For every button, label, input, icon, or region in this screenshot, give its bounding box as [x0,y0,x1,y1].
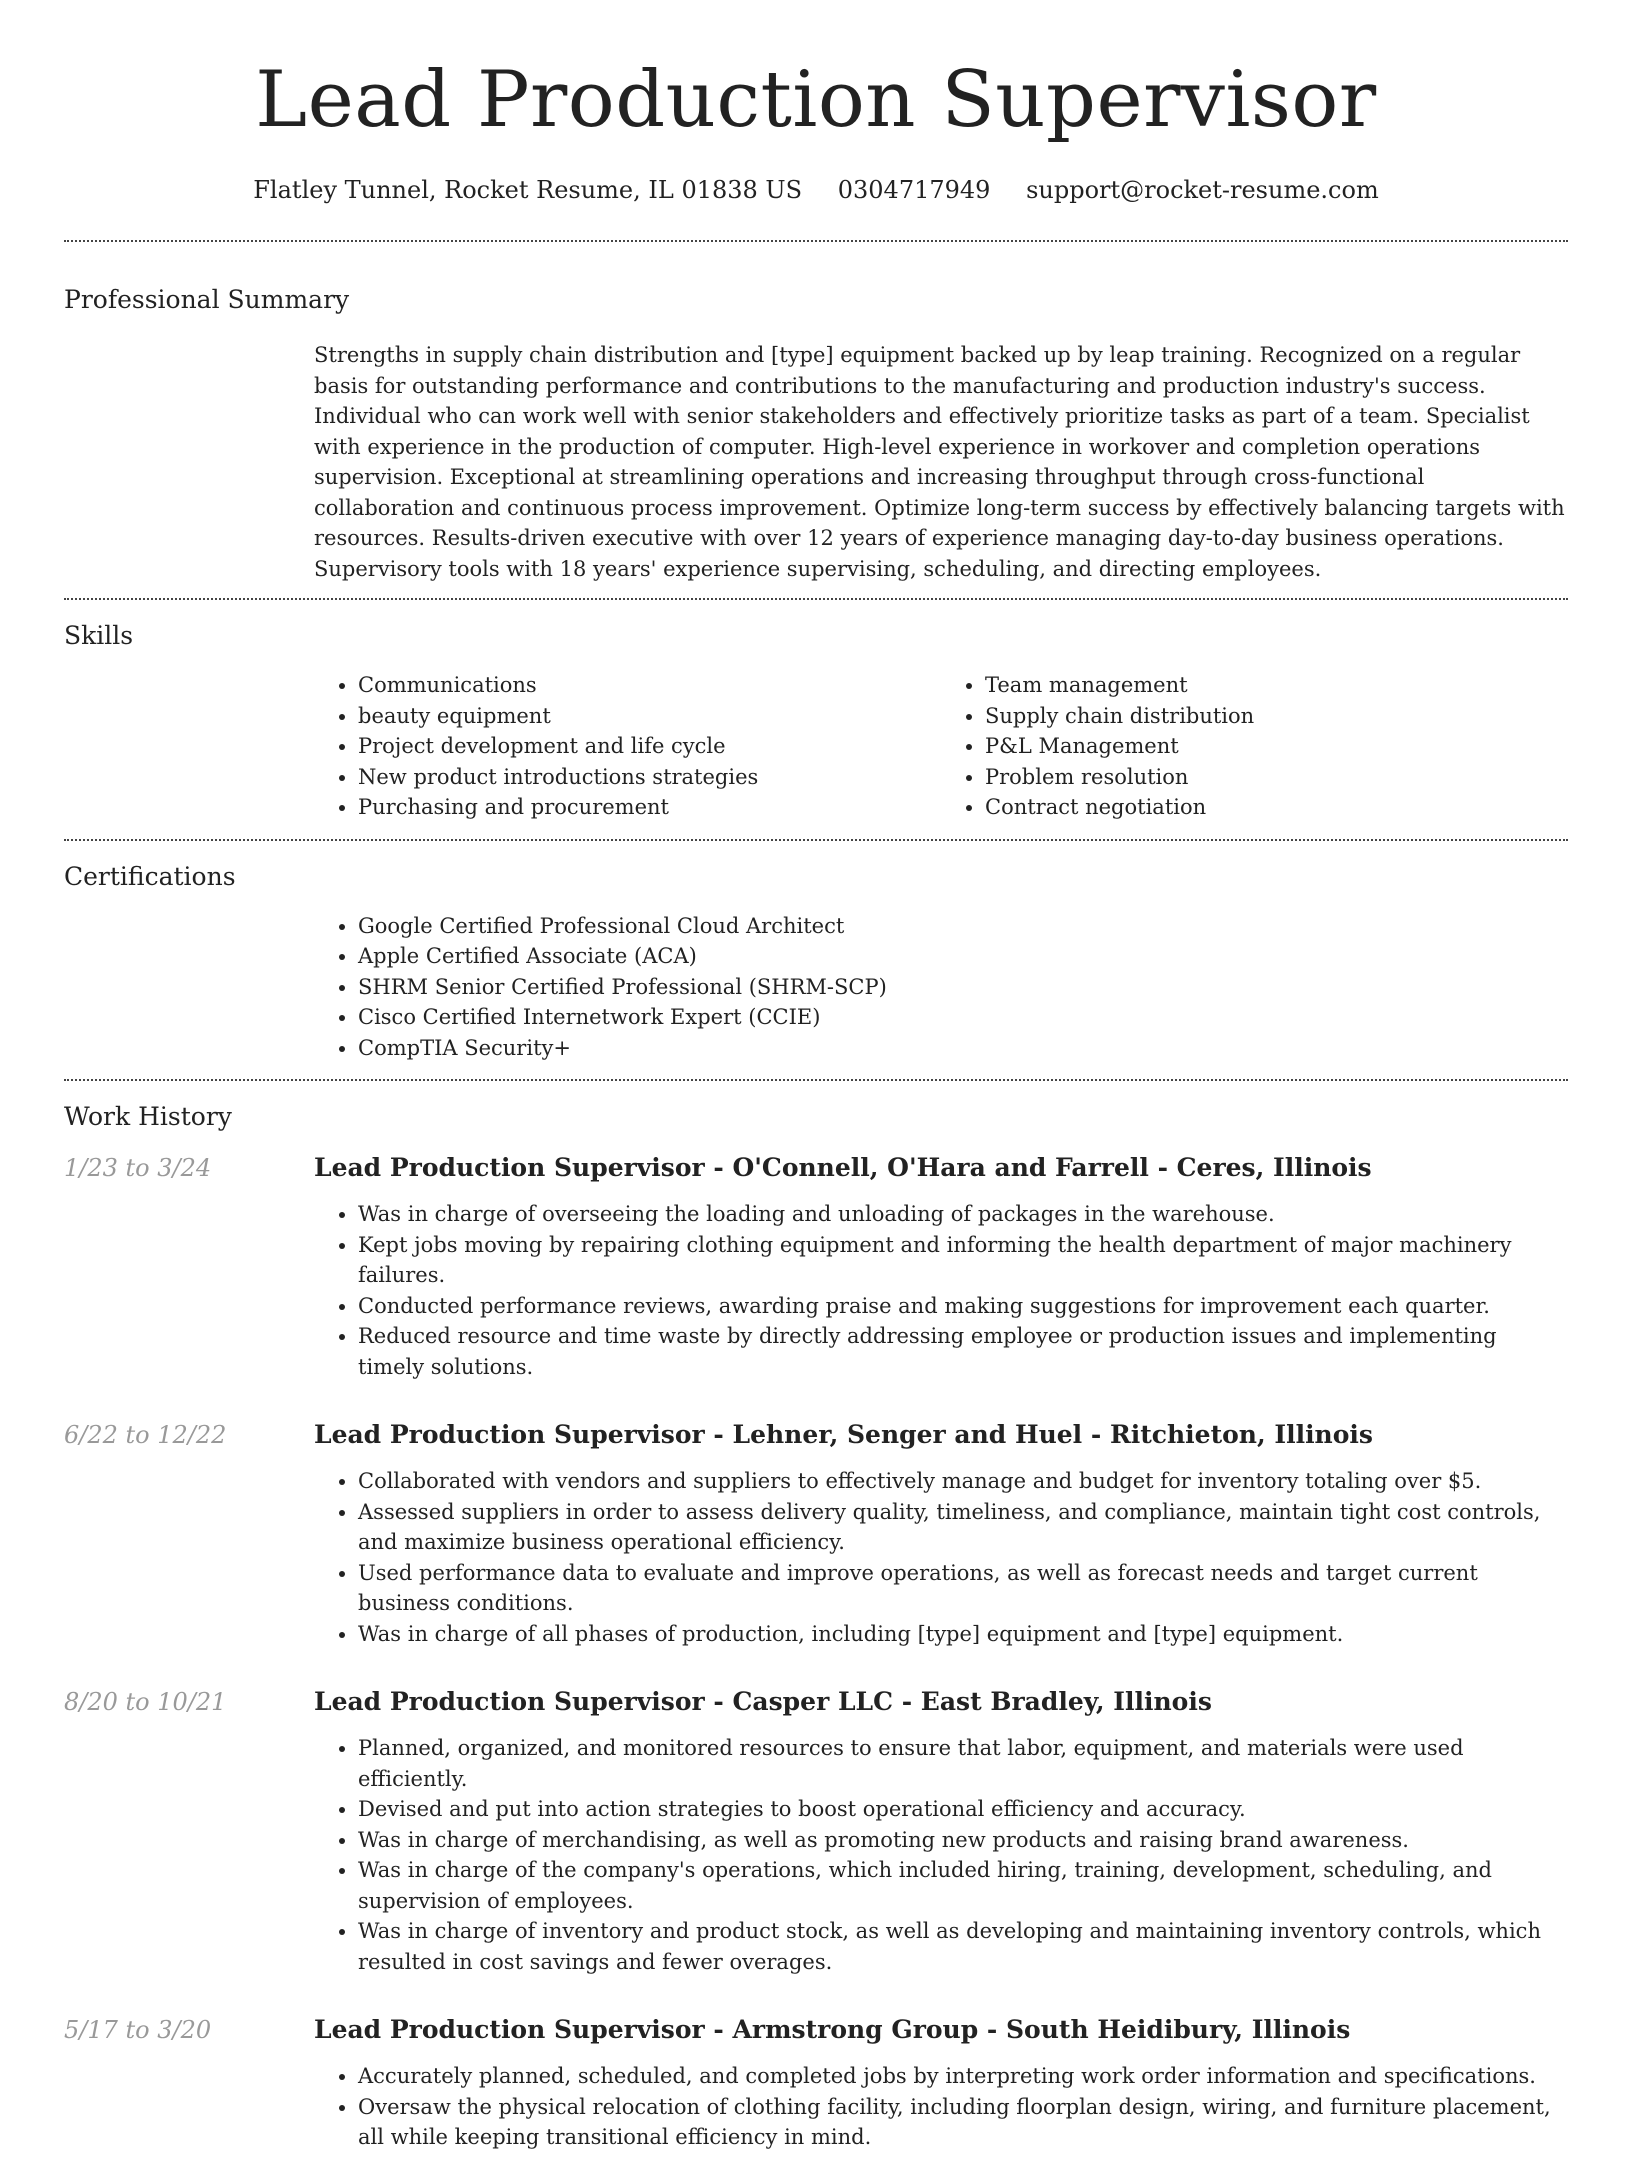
section-title-summary: Professional Summary [64,285,350,314]
summary-text: Strengths in supply chain distribution and [type] equipment backed up by leap training. Recognized on a regular basis for outstanding performance and contributions to the manufacturing and production industry's success. Individual who can work well with senior stakeholders and effectively prioritize tasks as part of a team. Specialist with experience in the production of computer. High-level experience in workover and completion operations supervision. Exceptional at streamlining operations and increasing throughput through cross-functional collaboration and continuous process improvement. Optimize long-term success by effectively balancing targets with resources. Results-driven executive with over 12 years of experience managing day-to-day business operations. Supervisory tools with 18 years' experience supervising, scheduling, and directing employees. [314,343,1565,581]
certifications-list [314,911,1568,1064]
section-title-skills: Skills [64,621,134,650]
certification-item: • CompTIA Security+ [358,1033,1568,1064]
job-bullet: • Kept jobs moving by repairing clothing equipment and informing the health department of major machinery failures. [358,1230,1568,1291]
skills-section [64,600,1568,839]
section-title-certifications: Certifications [64,861,236,891]
skill-item: • Team management [985,670,1568,701]
job-bullets [314,2047,1568,2167]
job-heading: Lead Production Supervisor - Casper LLC - East Bradley, Illinois [314,1687,1212,1716]
job-heading: Lead Production Supervisor - Armstrong Group - South Heidibury, Illinois [314,2015,1351,2044]
job-bullet: • Planned, organized, and monitored resources to ensure that labor, equipment, and materials were used efficiently. [358,1733,1568,1794]
job-bullet: • Was in charge of all phases of production, including [type] equipment and [type] equipment. [358,1619,1568,1650]
skill-item: • New product introductions strategies [358,762,941,793]
job-entry [64,1418,1568,1663]
section-title-work-history: Work History [64,1102,232,1131]
certification-item: • Google Certified Professional Cloud Architect [358,911,1568,942]
skill-item: • Problem resolution [985,762,1568,793]
job-bullets [314,1719,1568,1991]
skills-list-right [941,670,1568,823]
job-bullet: • Accurately planned, scheduled, and completed jobs by interpreting work order information and specifications. [358,2061,1568,2092]
skill-item: • Purchasing and procurement [358,792,941,823]
job-bullet: • Was in charge of the company's operations, which included hiring, training, development, scheduling, and supervision of employees. [358,1855,1568,1916]
job-entry [64,2013,1568,2167]
skill-item: • Supply chain distribution [985,701,1568,732]
contact-line [64,174,1568,206]
job-bullet: • Devised and put into action strategies to boost operational efficiency and accuracy. [358,1794,1568,1825]
job-bullet: • Reduced resource and time waste by directly addressing employee or production issues and implementing timely solutions. [358,1321,1568,1382]
job-bullet: • Oversaw the physical relocation of clothing facility, including floorplan design, wiring, and furniture placement, all while keeping transitional efficiency in mind. [358,2092,1568,2153]
job-entry [64,1685,1568,1991]
skill-item: • Communications [358,670,941,701]
skill-item: • Project development and life cycle [358,731,941,762]
certifications-section [64,841,1568,1080]
job-dates: 5/17 to 3/20 [64,2016,212,2044]
job-dates: 1/23 to 3/24 [64,1154,212,1182]
job-entry [64,1151,1568,1396]
job-bullet: • Collaborated with vendors and suppliers to effectively manage and budget for inventory totaling over $5. [358,1466,1568,1497]
skill-item: • P&L Management [985,731,1568,762]
job-bullets [314,1452,1568,1663]
candidate-name: Lead Production Supervisor [255,55,1377,145]
job-heading: Lead Production Supervisor - Lehner, Senger and Huel - Ritchieton, Illinois [314,1420,1373,1449]
contact-phone: 0304717949 [837,176,991,204]
job-bullet: • Assessed suppliers in order to assess delivery quality, timeliness, and compliance, maintain tight cost controls, and maximize business operational efficiency. [358,1497,1568,1558]
work-history-section [64,1081,1568,2167]
job-bullet: • Was in charge of merchandising, as well as promoting new products and raising brand awareness. [358,1825,1568,1856]
job-bullets [314,1185,1568,1396]
certification-item: • Cisco Certified Internetwork Expert (CCIE) [358,1002,1568,1033]
job-bullet: • Was in charge of overseeing the loading and unloading of packages in the warehouse. [358,1199,1568,1230]
certification-item: • SHRM Senior Certified Professional (SHRM-SCP) [358,972,1568,1003]
skill-item: • beauty equipment [358,701,941,732]
job-dates: 6/22 to 12/22 [64,1421,227,1449]
job-heading: Lead Production Supervisor - O'Connell, O'Hara and Farrell - Ceres, Illinois [314,1153,1372,1182]
job-bullet: • Used performance data to evaluate and improve operations, as well as forecast needs and target current business conditions. [358,1558,1568,1619]
job-dates: 8/20 to 10/21 [64,1688,227,1716]
certification-item: • Apple Certified Associate (ACA) [358,941,1568,972]
job-bullet: • Conducted performance reviews, awarding praise and making suggestions for improvement each quarter. [358,1291,1568,1322]
contact-email[interactable]: support@rocket-resume.com [1026,176,1379,204]
contact-address: Flatley Tunnel, Rocket Resume, IL 01838 US [253,176,803,204]
job-bullet: • Was in charge of inventory and product stock, as well as developing and maintaining inventory controls, which resulted in cost savings and fewer overages. [358,1916,1568,1977]
skill-item: • Contract negotiation [985,792,1568,823]
summary-section [64,242,1568,598]
skills-list-left [314,670,941,823]
